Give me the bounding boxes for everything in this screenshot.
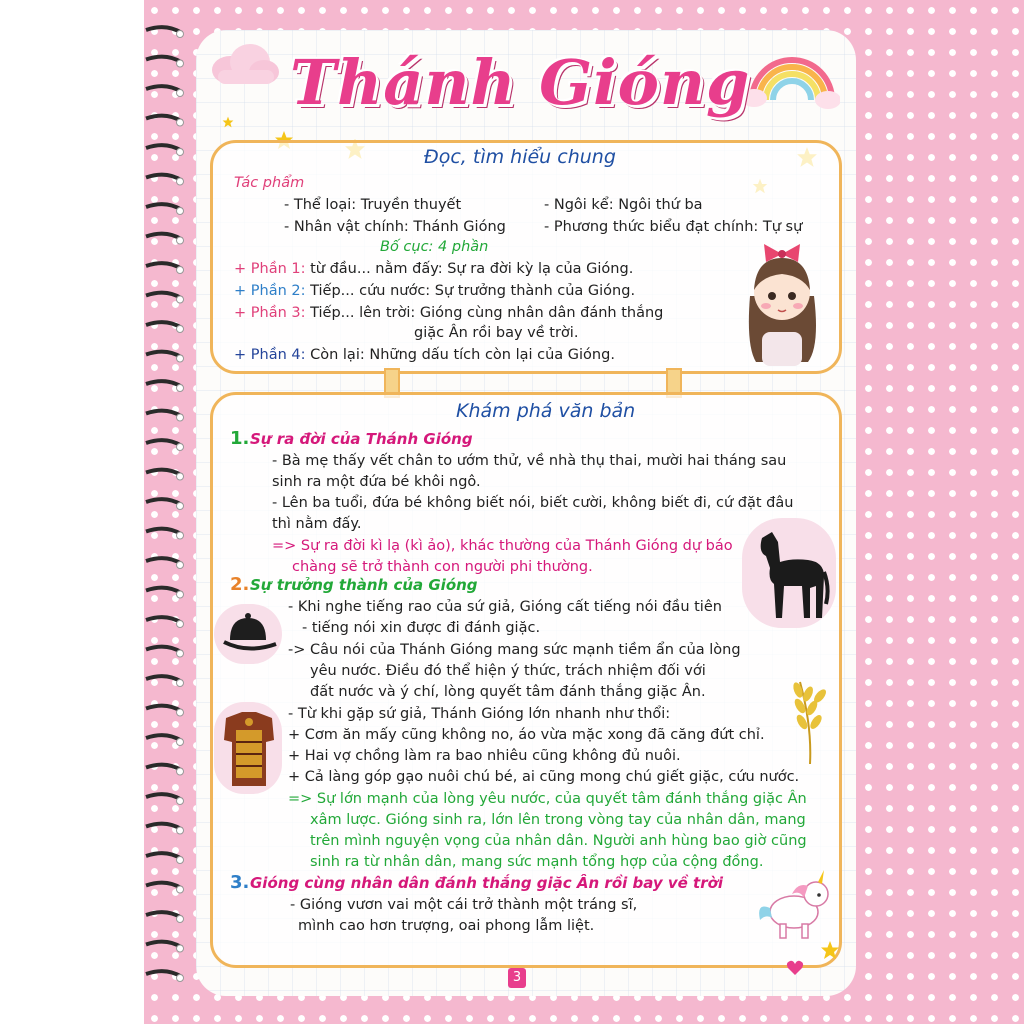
body-line: - Lên ba tuổi, đứa bé không biết nói, biết cười, không biết đi, cứ đặt đâu <box>272 495 794 511</box>
binding-hole <box>177 385 184 392</box>
subsection-number: 1. <box>230 428 250 449</box>
spiral-binding-icon <box>140 20 188 1020</box>
body-line: sinh ra một đứa bé khôi ngô. <box>272 474 481 490</box>
binding-hole <box>177 650 184 657</box>
part-label: + Phần 1: <box>234 261 306 277</box>
binding-hole <box>177 326 184 333</box>
body-line: + Cả làng góp gạo nuôi chú bé, ai cũng mong chú giết giặc, cứu nước. <box>288 769 800 785</box>
rainbow-icon <box>740 42 840 112</box>
part-item <box>234 282 635 300</box>
binding-hole <box>177 296 184 303</box>
body-line: -> Câu nói của Thánh Gióng mang sức mạnh tiềm ẩn của lòng <box>288 642 741 658</box>
part-item <box>234 346 615 364</box>
part-text: Tiếp... lên trời: Gióng cùng nhân dân đánh thắng <box>310 305 664 321</box>
binding-hole <box>177 267 184 274</box>
section-heading-analysis: Khám phá văn bản <box>456 400 636 422</box>
girl-illustration <box>736 236 828 366</box>
star-icon <box>820 940 840 960</box>
body-line: yêu nước. Điều đó thể hiện ý thức, trách nhiệm đối với <box>310 663 706 679</box>
part-item <box>234 260 633 278</box>
part-label: + Phần 3: <box>234 305 306 321</box>
body-line: + Cơm ăn mấy cũng không no, áo vừa mặc xong đã căng đứt chỉ. <box>288 727 765 743</box>
part-text: Tiếp... cứu nước: Sự trưởng thành của Gióng. <box>310 283 636 299</box>
cloud-icon <box>208 40 282 90</box>
subsection-title: Gióng cùng nhân dân đánh thắng giặc Ân rồi bay về trời <box>250 874 724 892</box>
armor-icon <box>220 708 278 792</box>
binding-hole <box>177 621 184 628</box>
rice-ear-icon <box>780 676 840 766</box>
work-label: Tác phẩm <box>234 175 305 191</box>
binding-hole <box>177 90 184 97</box>
subsection-title: Sự ra đời của Thánh Gióng <box>250 430 473 448</box>
binding-hole <box>177 473 184 480</box>
binding-hole <box>177 503 184 510</box>
page-title: Thánh Gióng <box>290 46 751 119</box>
binding-hole <box>177 945 184 952</box>
binding-hole <box>177 680 184 687</box>
page-number: 3 <box>508 968 526 988</box>
binding-hole <box>177 532 184 539</box>
conclusion-line: => Sự lớn mạnh của lòng yêu nước, của quyết tâm đánh thắng giặc Ân <box>288 791 807 807</box>
body-line: đất nước và ý chí, lòng quyết tâm đánh thắng giặc Ân. <box>310 684 706 700</box>
main-character-text: - Nhân vật chính: Thánh Gióng <box>284 219 506 235</box>
part-item <box>234 304 663 322</box>
binding-hole <box>177 562 184 569</box>
body-line: - tiếng nói xin được đi đánh giặc. <box>302 620 541 636</box>
body-line: mình cao hơn trượng, oai phong lẫm liệt. <box>298 918 595 934</box>
binding-hole <box>177 208 184 215</box>
star-icon <box>222 116 234 128</box>
body-line: - Bà mẹ thấy vết chân to ướm thử, về nhà thụ thai, mười hai tháng sau <box>272 453 787 469</box>
binding-hole <box>177 119 184 126</box>
part-label: + Phần 4: <box>234 347 306 363</box>
binding-hole <box>177 414 184 421</box>
binding-hole <box>177 444 184 451</box>
binding-hole <box>177 149 184 156</box>
genre-text: - Thể loại: Truyền thuyết <box>284 197 462 213</box>
binding-hole <box>177 857 184 864</box>
binding-hole <box>177 739 184 746</box>
binding-hole <box>177 798 184 805</box>
body-line: - Gióng vươn vai một cái trở thành một tráng sĩ, <box>290 897 638 913</box>
conclusion-line: xâm lược. Gióng sinh ra, lớn lên trong vòng tay của nhân dân, mang <box>310 812 806 828</box>
conclusion-line: => Sự ra đời kì lạ (kì ảo), khác thường của Thánh Gióng dự báo <box>272 538 733 554</box>
body-line: - Từ khi gặp sứ giả, Thánh Gióng lớn nhanh như thổi: <box>288 706 671 722</box>
body-line: thì nằm đấy. <box>272 516 362 532</box>
body-line: + Hai vợ chồng làm ra bao nhiêu cũng không đủ nuôi. <box>288 748 681 764</box>
binding-hole <box>177 591 184 598</box>
part-text: từ đầu... nằm đấy: Sự ra đời kỳ lạ của Gióng. <box>310 261 634 277</box>
binding-hole <box>177 237 184 244</box>
section-heading-overview: Đọc, tìm hiểu chung <box>424 146 616 168</box>
subsection-title: Sự trưởng thành của Gióng <box>250 576 478 594</box>
binding-hole <box>177 31 184 38</box>
black-horse-icon <box>752 528 832 624</box>
binding-hole <box>177 355 184 362</box>
binding-hole <box>177 827 184 834</box>
layout-label: Bố cục: 4 phần <box>380 239 489 255</box>
binding-hole <box>177 60 184 67</box>
narrator-text: - Ngôi kể: Ngôi thứ ba <box>544 197 703 213</box>
binding-hole <box>177 886 184 893</box>
heart-icon <box>786 960 804 976</box>
conclusion-line: chàng sẽ trở thành con người phi thường. <box>292 559 593 575</box>
binding-hole <box>177 178 184 185</box>
part-label: + Phần 2: <box>234 283 306 299</box>
body-line: - Khi nghe tiếng rao của sứ giả, Gióng cất tiếng nói đầu tiên <box>288 599 722 615</box>
subsection-number: 2. <box>230 574 250 595</box>
expression-method-text: - Phương thức biểu đạt chính: Tự sự <box>544 219 803 235</box>
binding-hole <box>177 709 184 716</box>
part-text: Còn lại: Những dấu tích còn lại của Gióng. <box>310 347 615 363</box>
conclusion-line: trên mình nguyện vọng của nhân dân. Người anh hùng bao giờ cũng <box>310 833 807 849</box>
subsection-number: 3. <box>230 872 250 893</box>
binding-hole <box>177 975 184 982</box>
part-text-continued: giặc Ân rồi bay về trời. <box>414 325 579 341</box>
conclusion-line: sinh ra từ nhân dân, mang sức mạnh tổng hợp của cộng đồng. <box>310 854 764 870</box>
iron-hat-icon <box>218 610 280 660</box>
binding-hole <box>177 916 184 923</box>
unicorn-icon <box>752 868 842 948</box>
binding-hole <box>177 768 184 775</box>
